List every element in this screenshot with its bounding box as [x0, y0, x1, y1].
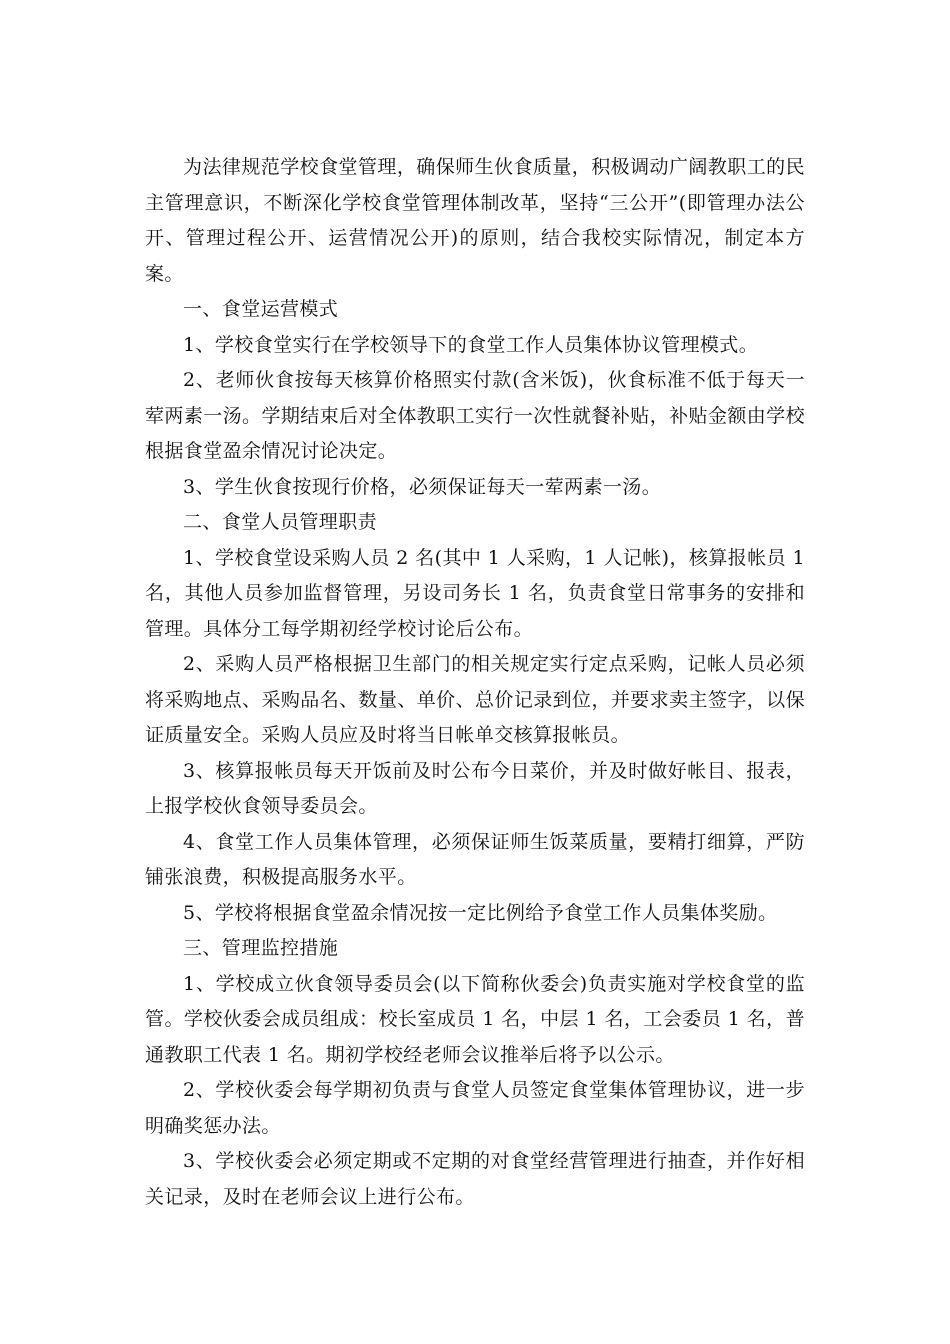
paragraph: 3、核算报帐员每天开饭前及时公布今日菜价，并及时做好帐目、报表，上报学校伙食领导委员会。 — [145, 759, 805, 817]
paragraph: 5、学校将根据食堂盈余情况按一定比例给予食堂工作人员集体奖励。 — [183, 901, 778, 924]
paragraph: 1、学校食堂实行在学校领导下的食堂工作人员集体协议管理模式。 — [183, 333, 759, 356]
paragraph: 1、学校成立伙食领导委员会(以下简称伙委会)负责实施对学校食堂的监管。学校伙委会成员组成：校长室成员 1 名，中层 1 名，工会委员 1 名，普通教职工代表 1 名。期初学校经老师会议推举后将予以公示。 — [145, 972, 805, 1066]
paragraph: 2、学校伙委会每学期初负责与食堂人员签定食堂集体管理协议，进一步明确奖惩办法。 — [145, 1079, 805, 1137]
section-heading-1: 一、食堂运营模式 — [183, 298, 339, 320]
paragraph: 4、食堂工作人员集体管理，必须保证师生饭菜质量，要精打细算，严防铺张浪费，积极提高服务水平。 — [145, 830, 805, 888]
paragraph-intro: 为法律规范学校食堂管理，确保师生伙食质量，积极调动广阔教职工的民主管理意识，不断深化学校食堂管理体制改革，坚持“三公开”(即管理办法公开、管理过程公开、运营情况公开)的原则，结合我校实际情况，制定本方案。 — [145, 156, 805, 285]
paragraph: 1、学校食堂设采购人员 2 名(其中 1 人采购，1 人记帐)，核算报帐员 1 名，其他人员参加监督管理，另设司务长 1 名，负责食堂日常事务的安排和管理。具体分工每学期初经学校讨论后公布。 — [145, 546, 805, 640]
section-heading-2: 二、食堂人员管理职责 — [183, 511, 378, 533]
section-heading-3: 三、管理监控措施 — [183, 937, 339, 959]
paragraph: 3、学生伙食按现行价格，必须保证每天一荤两素一汤。 — [183, 475, 662, 498]
paragraph: 2、老师伙食按每天核算价格照实付款(含米饭)，伙食标准不低于每天一荤两素一汤。学期结束后对全体教职工实行一次性就餐补贴，补贴金额由学校根据食堂盈余情况讨论决定。 — [145, 369, 805, 462]
paragraph: 3、学校伙委会必须定期或不定期的对食堂经营管理进行抽查，并作好相关记录，及时在老师会议上进行公布。 — [145, 1150, 805, 1208]
document-body — [145, 150, 805, 1215]
paragraph: 2、采购人员严格根据卫生部门的相关规定实行定点采购，记帐人员必须将采购地点、采购品名、数量、单价、总价记录到位，并要求卖主签字，以保证质量安全。采购人员应及时将当日帐单交核算报帐员。 — [145, 653, 805, 746]
